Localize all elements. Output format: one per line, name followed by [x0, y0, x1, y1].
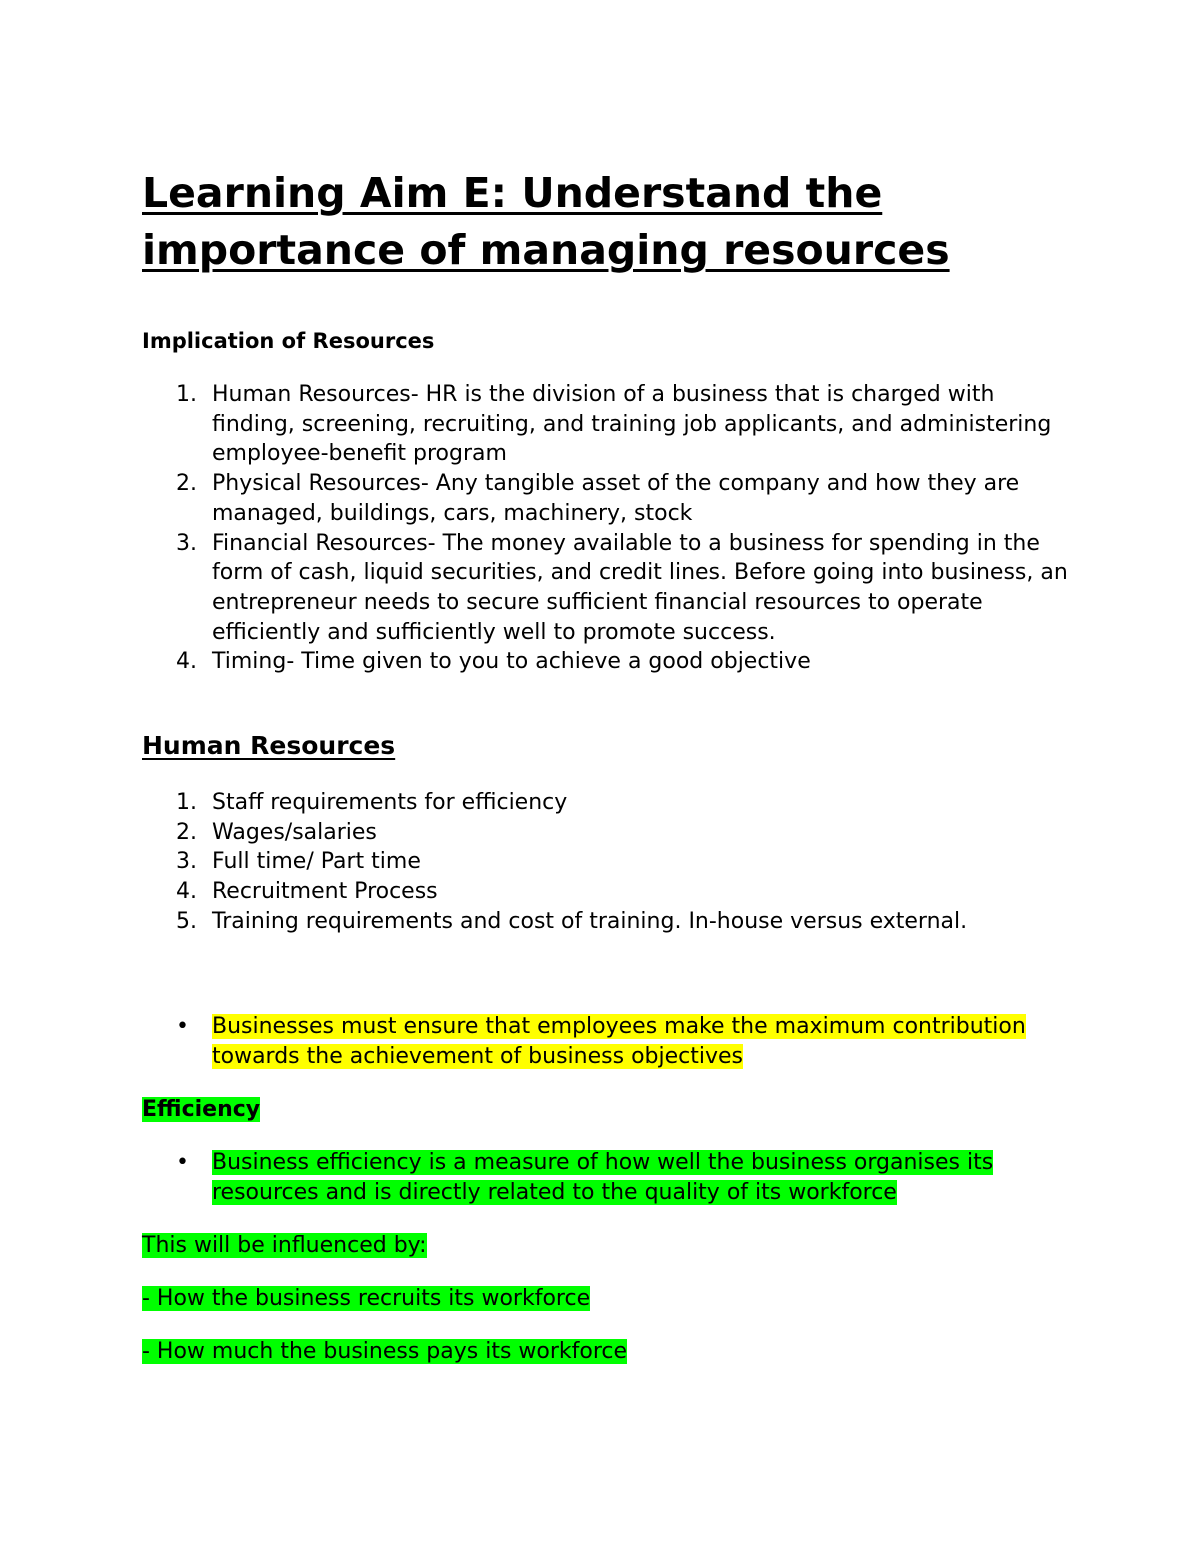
- list-number: 1.: [176, 790, 197, 815]
- highlighted-text: Efficiency: [142, 1097, 261, 1122]
- recruits-point: [142, 1284, 590, 1314]
- list-number: 4.: [176, 649, 197, 675]
- list-item-text: Physical Resources- Any tangible asset of the company and how they are managed, buildings, cars, machinery, stock: [212, 471, 1020, 526]
- list-item: [142, 647, 1072, 677]
- list-item: [142, 1012, 1072, 1071]
- list-item-text: Human Resources- HR is the division of a business that is charged with finding, screening, recruiting, and training job applicants, and administering employee-benefit program: [212, 382, 1052, 467]
- list-item: [142, 818, 1072, 848]
- objectives-bullet-list: [142, 1012, 1072, 1071]
- list-item: [142, 847, 1072, 877]
- list-item-text: Financial Resources- The money available to a business for spending in the form of cash, liquid securities, and credit lines. Before going into business, an entrepreneur needs to secure sufficient financial resources to operate efficiently and sufficiently well to promote success.: [212, 530, 1068, 645]
- list-number: 3.: [176, 849, 197, 875]
- highlighted-text: - How the business recruits its workforce: [142, 1286, 591, 1311]
- list-item: [142, 1148, 1072, 1207]
- efficiency-heading: [142, 1095, 260, 1125]
- list-number: 3.: [176, 530, 197, 556]
- list-item: [142, 380, 1072, 469]
- list-number: 1.: [176, 382, 197, 407]
- list-item-text: Recruitment Process: [212, 879, 438, 905]
- implication-heading: Implication of Resources: [142, 329, 435, 353]
- list-item-text: Wages/salaries: [212, 819, 377, 845]
- list-item: [142, 877, 1072, 907]
- list-number: 2.: [176, 819, 197, 845]
- influenced-by-text: [142, 1231, 427, 1261]
- list-number: 2.: [176, 471, 197, 497]
- highlighted-text: - How much the business pays its workforce: [142, 1339, 628, 1364]
- list-item-text: Full time/ Part time: [212, 849, 421, 875]
- efficiency-bullet-list: [142, 1148, 1072, 1207]
- bullet-icon: •: [176, 1014, 189, 1039]
- human-resources-heading: Human Resources: [142, 731, 396, 760]
- implication-list: [142, 380, 1072, 677]
- document-title: Learning Aim E: Understand the importance of managing resources: [142, 169, 950, 274]
- list-number: 4.: [176, 879, 197, 905]
- pays-point: [142, 1337, 627, 1367]
- highlighted-text: This will be influenced by:: [142, 1233, 427, 1258]
- list-item-text: Staff requirements for efficiency: [212, 790, 568, 815]
- list-item-text: Training requirements and cost of training. In-house versus external.: [212, 908, 968, 934]
- human-resources-list: [142, 788, 1072, 937]
- list-item: [142, 907, 1072, 937]
- highlighted-text: Business efficiency is a measure of how well the business organises its resources and is directly related to the quality of its workforce: [212, 1150, 994, 1205]
- list-item: [142, 788, 1072, 818]
- list-item: [142, 469, 1072, 528]
- bullet-icon: •: [176, 1150, 189, 1175]
- list-item: [142, 529, 1072, 648]
- list-item-text: Timing- Time given to you to achieve a good objective: [212, 649, 811, 675]
- highlighted-text: Businesses must ensure that employees make the maximum contribution towards the achievement of business objectives: [212, 1014, 1026, 1069]
- list-number: 5.: [176, 908, 197, 934]
